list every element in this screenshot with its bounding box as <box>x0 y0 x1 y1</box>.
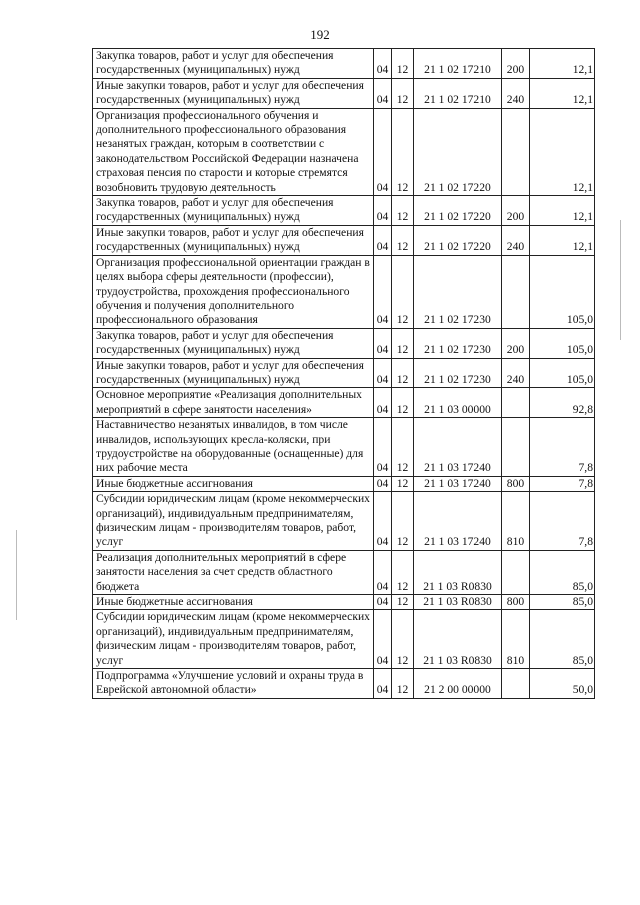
table-row <box>93 492 595 551</box>
table-row <box>93 255 595 328</box>
row-amount: 105,0 <box>530 328 595 358</box>
table-row <box>93 669 595 699</box>
row-target-article: 21 1 03 R0830 <box>414 610 502 669</box>
row-ved-code: 04 <box>374 388 392 418</box>
row-expense-type: 240 <box>502 358 530 388</box>
row-name-cell: Закупка товаров, работ и услуг для обеспечения государственных (муниципальных) нужд <box>93 328 374 358</box>
row-ved-code: 04 <box>374 418 392 477</box>
table-row <box>93 108 595 195</box>
row-amount: 92,8 <box>530 388 595 418</box>
row-target-article: 21 1 03 17240 <box>414 492 502 551</box>
row-name-cell: Организация профессиональной ориентации граждан в целях выбора сферы деятельности (профессии), трудоустройства, прохождения профессионального обучения и получения дополнительного профессионального образования <box>93 255 374 328</box>
row-target-article: 21 1 02 17230 <box>414 328 502 358</box>
row-section-code: 12 <box>392 595 414 610</box>
table-row <box>93 328 595 358</box>
budget-table <box>92 48 595 699</box>
row-name-cell: Реализация дополнительных мероприятий в сфере занятости населения за счет средств областного бюджета <box>93 550 374 594</box>
row-target-article: 21 1 03 17240 <box>414 418 502 477</box>
row-amount: 12,1 <box>530 225 595 255</box>
row-expense-type <box>502 418 530 477</box>
row-ved-code: 04 <box>374 49 392 79</box>
row-section-code: 12 <box>392 388 414 418</box>
row-amount: 85,0 <box>530 550 595 594</box>
row-ved-code: 04 <box>374 78 392 108</box>
row-target-article: 21 1 02 17230 <box>414 255 502 328</box>
row-section-code: 12 <box>392 476 414 491</box>
row-ved-code: 04 <box>374 492 392 551</box>
row-amount: 7,8 <box>530 492 595 551</box>
row-section-code: 12 <box>392 492 414 551</box>
row-name-cell: Наставничество незанятых инвалидов, в том числе инвалидов, использующих кресла-коляски, при трудоустройстве на оборудованные (оснащенные) для них рабочие места <box>93 418 374 477</box>
row-amount: 85,0 <box>530 595 595 610</box>
row-ved-code: 04 <box>374 669 392 699</box>
row-expense-type <box>502 388 530 418</box>
table-row <box>93 78 595 108</box>
table-row <box>93 225 595 255</box>
row-name-cell: Закупка товаров, работ и услуг для обеспечения государственных (муниципальных) нужд <box>93 49 374 79</box>
budget-table-body <box>93 49 595 699</box>
table-row <box>93 418 595 477</box>
row-target-article: 21 1 02 17210 <box>414 49 502 79</box>
row-expense-type: 200 <box>502 49 530 79</box>
row-section-code: 12 <box>392 328 414 358</box>
row-amount: 12,1 <box>530 78 595 108</box>
row-amount: 12,1 <box>530 108 595 195</box>
scan-mark-right <box>620 220 621 340</box>
row-ved-code: 04 <box>374 476 392 491</box>
row-amount: 105,0 <box>530 255 595 328</box>
row-expense-type <box>502 550 530 594</box>
table-row <box>93 595 595 610</box>
row-expense-type: 200 <box>502 196 530 226</box>
table-row <box>93 388 595 418</box>
row-expense-type: 240 <box>502 225 530 255</box>
row-ved-code: 04 <box>374 255 392 328</box>
table-row <box>93 49 595 79</box>
row-section-code: 12 <box>392 78 414 108</box>
row-target-article: 21 1 03 00000 <box>414 388 502 418</box>
row-name-cell: Иные бюджетные ассигнования <box>93 595 374 610</box>
row-target-article: 21 1 03 R0830 <box>414 595 502 610</box>
row-ved-code: 04 <box>374 108 392 195</box>
row-expense-type <box>502 255 530 328</box>
row-name-cell: Закупка товаров, работ и услуг для обеспечения государственных (муниципальных) нужд <box>93 196 374 226</box>
row-section-code: 12 <box>392 550 414 594</box>
row-name-cell: Иные закупки товаров, работ и услуг для обеспечения государственных (муниципальных) нужд <box>93 225 374 255</box>
row-section-code: 12 <box>392 255 414 328</box>
row-target-article: 21 1 02 17220 <box>414 225 502 255</box>
row-section-code: 12 <box>392 196 414 226</box>
table-row <box>93 550 595 594</box>
row-expense-type: 240 <box>502 78 530 108</box>
row-expense-type: 810 <box>502 610 530 669</box>
row-target-article: 21 1 02 17220 <box>414 108 502 195</box>
table-row <box>93 358 595 388</box>
row-ved-code: 04 <box>374 595 392 610</box>
row-amount: 85,0 <box>530 610 595 669</box>
row-amount: 50,0 <box>530 669 595 699</box>
row-target-article: 21 1 02 17210 <box>414 78 502 108</box>
row-name-cell: Субсидии юридическим лицам (кроме некоммерческих организаций), индивидуальным предпринимателям, физическим лицам - производителям товаров, работ, услуг <box>93 492 374 551</box>
row-expense-type <box>502 669 530 699</box>
row-section-code: 12 <box>392 669 414 699</box>
row-name-cell: Иные закупки товаров, работ и услуг для обеспечения государственных (муниципальных) нужд <box>93 78 374 108</box>
row-amount: 7,8 <box>530 476 595 491</box>
scan-mark-left <box>16 530 17 620</box>
row-section-code: 12 <box>392 358 414 388</box>
page-number: 192 <box>310 27 330 42</box>
row-ved-code: 04 <box>374 358 392 388</box>
row-expense-type: 200 <box>502 328 530 358</box>
row-name-cell: Основное мероприятие «Реализация дополнительных мероприятий в сфере занятости населения» <box>93 388 374 418</box>
row-amount: 12,1 <box>530 49 595 79</box>
row-name-cell: Подпрограмма «Улучшение условий и охраны труда в Еврейской автономной области» <box>93 669 374 699</box>
table-row <box>93 196 595 226</box>
row-section-code: 12 <box>392 418 414 477</box>
row-name-cell: Иные закупки товаров, работ и услуг для обеспечения государственных (муниципальных) нужд <box>93 358 374 388</box>
row-ved-code: 04 <box>374 196 392 226</box>
row-section-code: 12 <box>392 225 414 255</box>
row-section-code: 12 <box>392 610 414 669</box>
row-ved-code: 04 <box>374 550 392 594</box>
row-expense-type <box>502 108 530 195</box>
row-section-code: 12 <box>392 49 414 79</box>
table-row <box>93 476 595 491</box>
row-name-cell: Организация профессионального обучения и дополнительного профессионального образования незанятых граждан, которым в соответствии с законодательством Российской Федерации назначена страховая пенсия по старости и которые стремятся возобновить трудовую деятельность <box>93 108 374 195</box>
row-target-article: 21 1 03 R0830 <box>414 550 502 594</box>
row-target-article: 21 1 03 17240 <box>414 476 502 491</box>
row-expense-type: 800 <box>502 476 530 491</box>
row-ved-code: 04 <box>374 225 392 255</box>
row-expense-type: 800 <box>502 595 530 610</box>
row-target-article: 21 2 00 00000 <box>414 669 502 699</box>
row-ved-code: 04 <box>374 328 392 358</box>
row-ved-code: 04 <box>374 610 392 669</box>
row-amount: 7,8 <box>530 418 595 477</box>
row-target-article: 21 1 02 17230 <box>414 358 502 388</box>
row-target-article: 21 1 02 17220 <box>414 196 502 226</box>
table-row <box>93 610 595 669</box>
row-expense-type: 810 <box>502 492 530 551</box>
row-amount: 105,0 <box>530 358 595 388</box>
row-amount: 12,1 <box>530 196 595 226</box>
row-section-code: 12 <box>392 108 414 195</box>
row-name-cell: Иные бюджетные ассигнования <box>93 476 374 491</box>
row-name-cell: Субсидии юридическим лицам (кроме некоммерческих организаций), индивидуальным предпринимателям, физическим лицам - производителям товаров, работ, услуг <box>93 610 374 669</box>
